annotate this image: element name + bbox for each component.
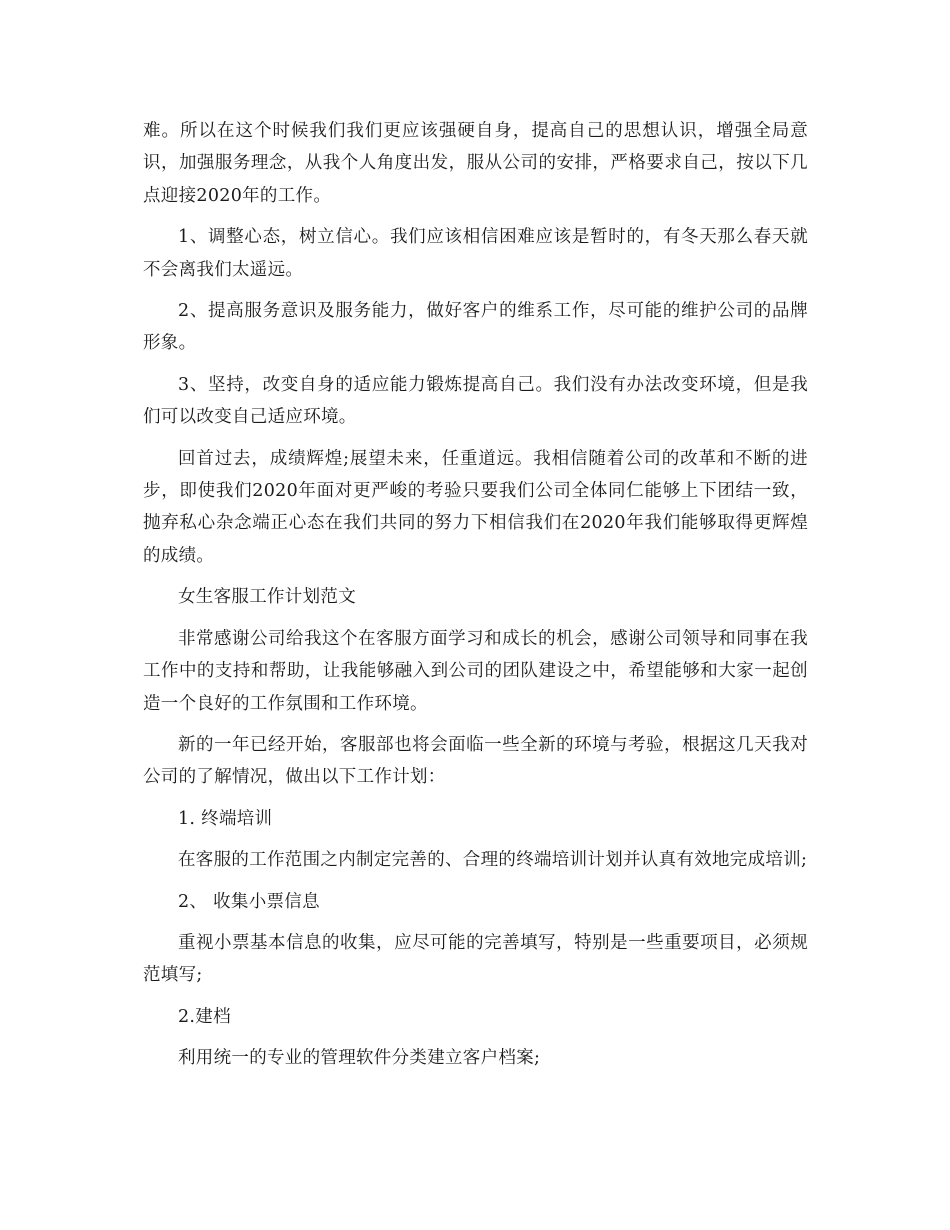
paragraph-intro: 非常感谢公司给我这个在客服方面学习和成长的机会，感谢公司领导和同事在我工作中的支持和帮助，让我能够融入到公司的团队建设之中，希望能够和大家一起创造一个良好的工作氛围和工作环境。	[143, 628, 808, 714]
paragraph-conclusion: 回首过去，成绩辉煌;展望未来，任重道远。我相信随着公司的改革和不断的进步，即使我们2020年面对更严峻的考验只要我们公司全体同仁能够上下团结一致，抛弃私心杂念端正心态在我们共同的努力下相信我们在2020年我们能够取得更辉煌的成绩。	[143, 448, 808, 566]
paragraph-point-2: 2、提高服务意识及服务能力，做好客户的维系工作，尽可能的维护公司的品牌形象。	[143, 301, 808, 354]
paragraph-continuation: 难。所以在这个时候我们我们更应该强硬自身，提高自己的思想认识，增强全局意识，加强服务理念，从我个人角度出发，服从公司的安排，严格要求自己，按以下几点迎接2020年的工作。	[143, 121, 808, 206]
item-body-training: 在客服的工作范围之内制定完善的、合理的终端培训计划并认真有效地完成培训;	[178, 850, 808, 871]
item-body-receipts: 重视小票基本信息的收集，应尽可能的完善填写，特别是一些重要项目，必须规范填写;	[143, 932, 808, 986]
item-body-archive: 利用统一的专业的管理软件分类建立客户档案;	[178, 1048, 541, 1069]
document-body	[143, 115, 808, 1084]
section-title: 女生客服工作计划范文	[178, 587, 356, 608]
paragraph-plan-intro: 新的一年已经开始，客服部也将会面临一些全新的环境与考验，根据这几天我对公司的了解情况，做出以下工作计划：	[143, 734, 808, 788]
item-heading-receipts: 2、 收集小票信息	[178, 891, 320, 912]
item-heading-training: 1. 终端培训	[178, 808, 273, 829]
paragraph-point-1: 1、调整心态，树立信心。我们应该相信困难应该是暂时的，有冬天那么春天就不会离我们太遥远。	[143, 227, 808, 280]
item-heading-archive: 2.建档	[178, 1006, 231, 1027]
paragraph-point-3: 3、坚持，改变自身的适应能力锻炼提高自己。我们没有办法改变环境，但是我们可以改变自己适应环境。	[143, 374, 808, 428]
